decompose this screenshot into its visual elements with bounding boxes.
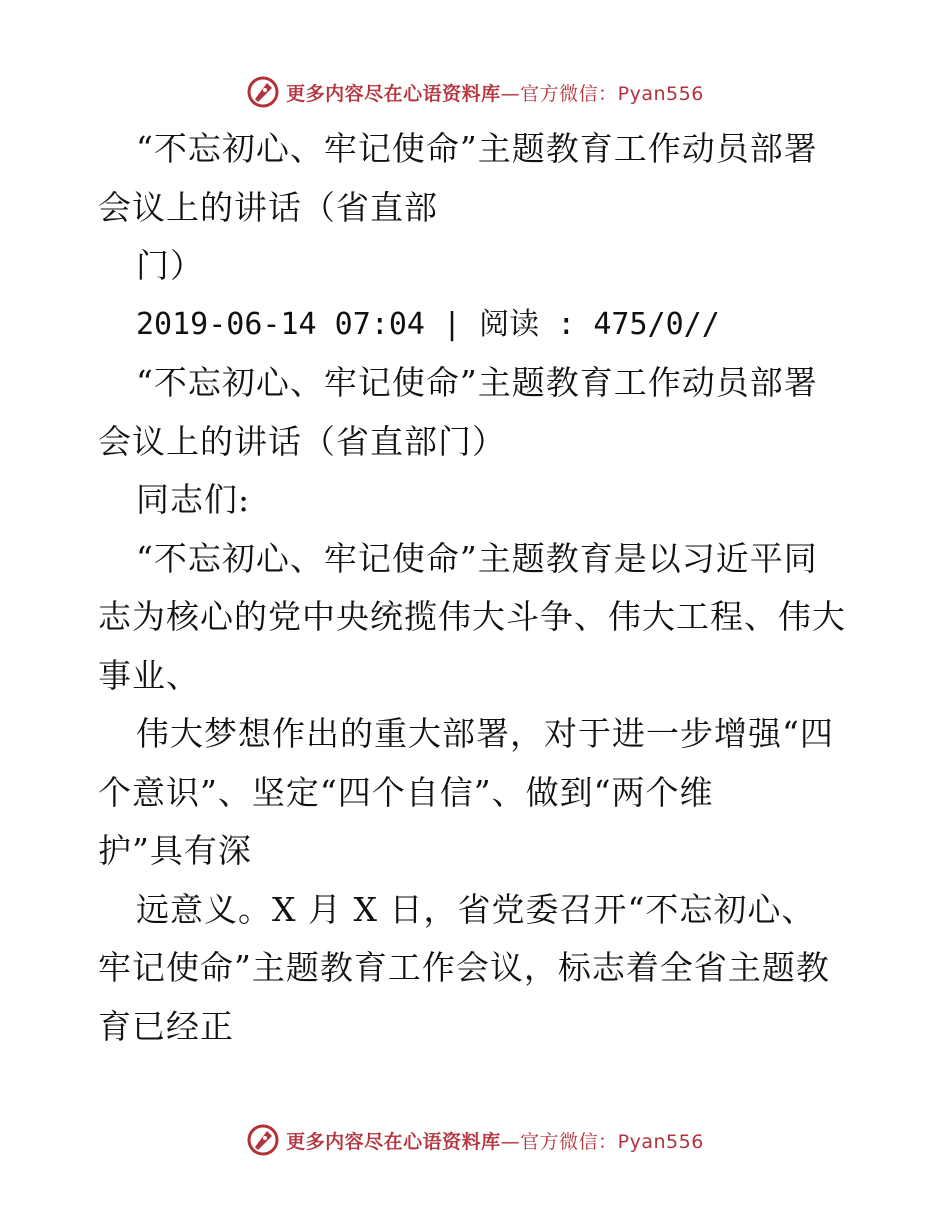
footer-separator: — — [500, 1130, 521, 1153]
paragraph-line-5: 个意识”、坚定“四个自信”、做到“两个维 — [98, 772, 714, 812]
footer-wechat-text: 官方微信：Pyan556 — [520, 1130, 704, 1153]
header-watermark — [0, 72, 950, 112]
subtitle-line-1: “不忘初心、牢记使命”主题教育工作动员部署 — [136, 363, 818, 402]
paragraph-line-9: 育已经正 — [98, 1006, 234, 1046]
pen-nib-logo-icon — [246, 75, 280, 109]
paragraph-line-4: 伟大梦想作出的重大部署，对于进一步增强“四 — [136, 714, 834, 753]
paragraph-line-3: 事业、 — [98, 655, 200, 695]
paragraph-line-1: “不忘初心、牢记使命”主题教育是以习近平同 — [136, 538, 818, 578]
footer-brand-text — [286, 1127, 704, 1154]
header-brand-text — [286, 79, 704, 106]
subtitle-line-2: 会议上的讲话（省直部门） — [98, 421, 506, 461]
paragraph-line-2: 志为核心的党中央统揽伟大斗争、伟大工程、伟大 — [98, 597, 846, 636]
paragraph-line-8: 牢记使命”主题教育工作会议，标志着全省主题教 — [98, 948, 830, 987]
title-line-3: 门） — [136, 246, 204, 285]
header-library-text: 更多内容尽在心语资料库 — [286, 82, 501, 105]
pen-nib-logo-icon — [246, 1123, 280, 1157]
footer-library-text: 更多内容尽在心语资料库 — [286, 1130, 501, 1153]
header-separator: — — [500, 82, 521, 105]
title-line-1: “不忘初心、牢记使命”主题教育工作动员部署 — [136, 129, 818, 168]
footer-watermark — [0, 1120, 950, 1160]
paragraph-line-7: 远意义。X 月 X 日，省党委召开“不忘初心、 — [136, 889, 816, 929]
salutation: 同志们: — [136, 480, 251, 519]
meta-line: 2019-06-14 07:04 | 阅读 : 475/0// — [136, 306, 720, 342]
header-wechat-text: 官方微信：Pyan556 — [520, 82, 704, 105]
document-body — [98, 120, 858, 1056]
title-line-2: 会议上的讲话（省直部 — [98, 187, 438, 227]
paragraph-line-6: 护”具有深 — [98, 831, 252, 870]
